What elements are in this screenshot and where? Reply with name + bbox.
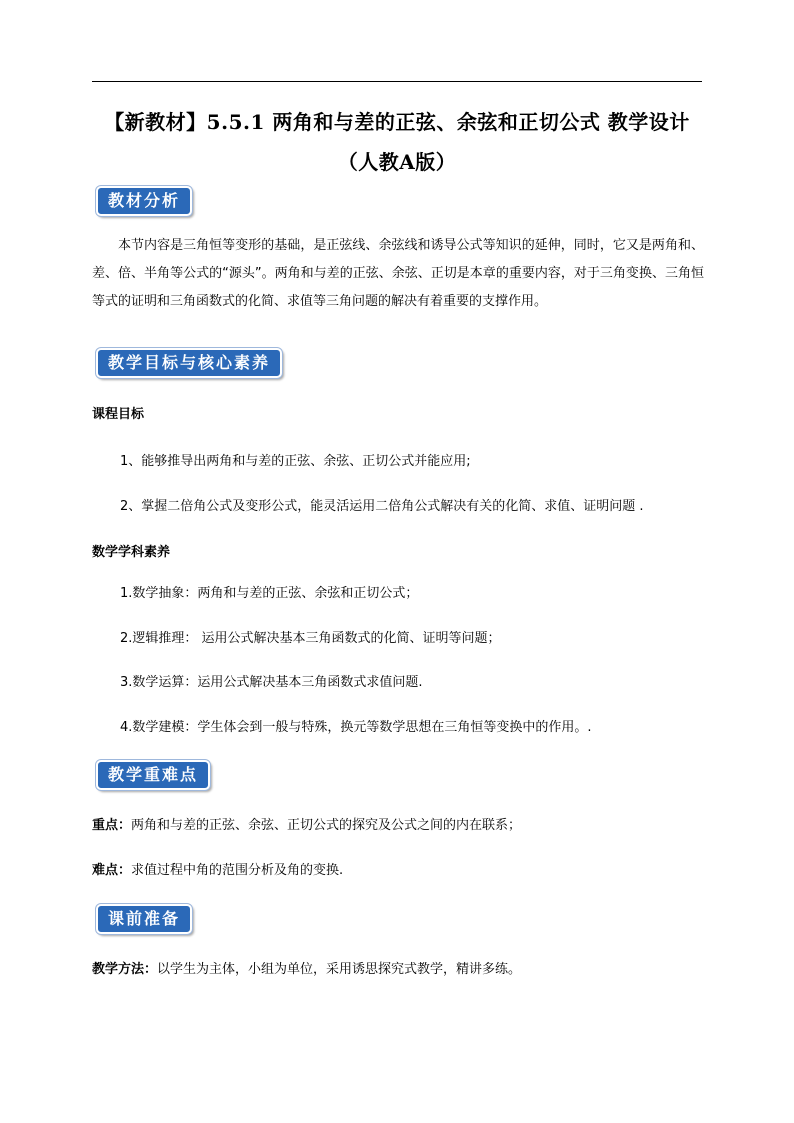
hard-point: [92, 859, 712, 878]
analysis-paragraph: 本节内容是三角恒等变形的基础，是正弦线、余弦线和诱导公式等知识的延伸，同时，它又是两角和、差、倍、半角等公式的“源头”。两角和与差的正弦、余弦、正切是本章的重要内容，对于三角变换、三角恒等式的证明和三角函数式的化简、求值等三角问题的解决有着重要的支撑作用。: [92, 238, 704, 309]
key-point-label: 重点：: [92, 818, 132, 833]
literacy-heading: 数学学科素养: [92, 545, 171, 560]
section-badge-prep: 课前准备: [96, 904, 192, 934]
section-badge-analysis: 教材分析: [96, 186, 192, 216]
key-point: [92, 814, 712, 833]
hard-point-text: 求值过程中角的范围分析及角的变换.: [131, 863, 344, 878]
header-rule: [92, 81, 702, 82]
section-badge-difficulty: 教学重难点: [96, 760, 210, 790]
literacy-item: 2.逻辑推理： 运用公式解决基本三角函数式的化简、证明等问题；: [120, 631, 501, 646]
course-goal-item: 1、能够推导出两角和与差的正弦、余弦、正切公式并能应用;: [120, 454, 471, 469]
literacy-item: 3.数学运算：运用公式解决基本三角函数式求值问题.: [120, 675, 423, 690]
course-goal-item: 2、掌握二倍角公式及变形公式，能灵活运用二倍角公式解决有关的化简、求值、证明问题 .: [120, 499, 644, 514]
course-goals-heading: 课程目标: [92, 407, 145, 422]
key-point-text: 两角和与差的正弦、余弦、正切公式的探究及公式之间的内在联系；: [131, 818, 522, 833]
literacy-item: 1.数学抽象：两角和与差的正弦、余弦和正切公式；: [120, 586, 419, 601]
teaching-method-text: 以学生为主体，小组为单位，采用诱思探究式教学，精讲多练。: [157, 962, 522, 977]
doc-subtitle: （人教A版）: [337, 150, 457, 174]
doc-title: 【新教材】5.5.1 两角和与差的正弦、余弦和正切公式 教学设计: [104, 110, 690, 134]
literacy-item: 4.数学建模：学生体会到一般与特殊，换元等数学思想在三角恒等变换中的作用。.: [120, 720, 592, 735]
hard-point-label: 难点：: [92, 863, 132, 878]
teaching-method: [92, 958, 712, 977]
section-badge-goals: 教学目标与核心素养: [96, 348, 282, 378]
teaching-method-label: 教学方法：: [92, 962, 158, 977]
